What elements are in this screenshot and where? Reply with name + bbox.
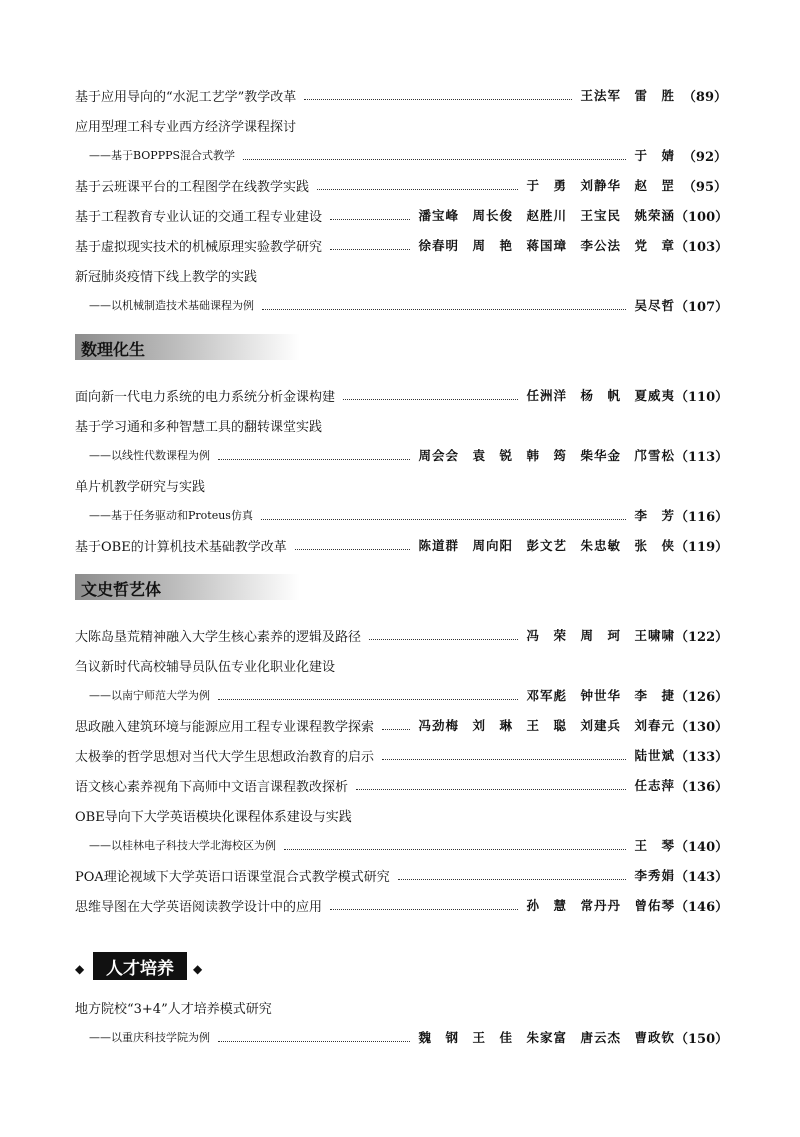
toc-entry-row [75, 380, 727, 410]
toc-entry-title: 思维导图在大学英语阅读教学设计中的应用 [75, 899, 323, 915]
toc-entry-row [75, 110, 727, 140]
toc-entry-row [75, 140, 727, 170]
toc-entry-page-number: （95） [682, 179, 727, 195]
toc-entry-page-number: （113） [675, 449, 729, 465]
dot-leader [295, 549, 411, 550]
dot-leader [398, 879, 627, 880]
toc-entry-title: 应用型理工科专业西方经济学课程探讨 [75, 119, 297, 135]
toc-entry-page-number: （92） [682, 149, 727, 165]
toc-entry[interactable] [75, 500, 727, 530]
dot-leader [330, 249, 410, 250]
toc-entry-subtitle: ——基于任务驱动和Proteus仿真 [89, 509, 253, 522]
toc-entry-row [75, 80, 727, 110]
toc-entry-page-number: （89） [682, 89, 727, 105]
section-header-label: 人才培养 [93, 952, 187, 980]
toc-entry[interactable] [75, 230, 727, 260]
toc-entry-page-number: （107） [675, 299, 729, 315]
toc-entry-title: 地方院校“3+4”人才培养模式研究 [75, 1001, 272, 1017]
toc-entry-page-number: （122） [675, 629, 729, 645]
toc-entry-page-number: （100） [675, 209, 729, 225]
toc-entry-subtitle: ——基于BOPPPS混合式教学 [89, 149, 236, 162]
dot-leader [343, 399, 518, 400]
toc-entry-subtitle: ——以桂林电子科技大学北海校区为例 [89, 839, 276, 852]
section-header-talent [75, 948, 727, 988]
toc-entry-page-number: （110） [675, 389, 729, 405]
toc-entry-row [75, 200, 727, 230]
toc-entry-authors: 李 芳 [634, 508, 675, 523]
dot-leader [218, 459, 410, 460]
table-of-contents [75, 80, 727, 1052]
dot-leader [382, 759, 626, 760]
dot-leader [284, 849, 626, 850]
dot-leader [262, 309, 626, 310]
dot-leader [382, 729, 410, 730]
toc-entry-authors: 王 琴 [634, 838, 675, 853]
dot-leader [356, 789, 626, 790]
toc-entry-row [75, 740, 727, 770]
toc-entry-row [75, 290, 727, 320]
toc-entry[interactable] [75, 290, 727, 320]
toc-entry-row [75, 410, 727, 440]
toc-entry-authors: 任洲洋 杨 帆 夏威夷 [526, 388, 675, 403]
dot-leader [369, 639, 518, 640]
toc-entry-authors: 魏 钢 王 佳 朱家富 唐云杰 曹政钦 [418, 1030, 675, 1045]
toc-entry-row [75, 260, 727, 290]
dot-leader [218, 699, 518, 700]
toc-entry[interactable] [75, 380, 727, 410]
toc-entry-authors: 王法军 雷 胜 [580, 88, 675, 103]
toc-entry[interactable] [75, 410, 727, 440]
toc-entry-authors: 吴尽哲 [634, 298, 675, 313]
toc-entry-authors: 孙 慧 常丹丹 曾佑琴 [526, 898, 675, 913]
toc-entry-row [75, 170, 727, 200]
toc-entry-page-number: （143） [675, 869, 729, 885]
toc-entry-page-number: （136） [675, 779, 729, 795]
toc-group-engineering [75, 80, 727, 320]
toc-entry-row [75, 800, 727, 830]
toc-entry-title: 刍议新时代高校辅导员队伍专业化职业化建设 [75, 659, 336, 675]
toc-entry[interactable] [75, 530, 727, 560]
toc-entry-page-number: （146） [675, 899, 729, 915]
toc-entry-row [75, 1022, 727, 1052]
toc-entry-row [75, 530, 727, 560]
toc-entry-row [75, 230, 727, 260]
toc-entry-page-number: （116） [675, 509, 729, 525]
section-header-label: 数理化生 [81, 340, 146, 359]
toc-entry-authors: 周会会 袁 锐 韩 筠 柴华金 邝雪松 [418, 448, 675, 463]
toc-entry-title: 基于工程教育专业认证的交通工程专业建设 [75, 209, 323, 225]
toc-group-math [75, 380, 727, 560]
toc-entry-subtitle: ——以南宁师范大学为例 [89, 689, 210, 702]
toc-entry-title: 基于OBE的计算机技术基础教学改革 [75, 539, 287, 555]
toc-entry-page-number: （119） [675, 539, 729, 555]
toc-entry-authors: 陆世斌 [634, 748, 675, 763]
toc-entry-title: 基于应用导向的“水泥工艺学”教学改革 [75, 89, 297, 105]
toc-entry-title: OBE导向下大学英语模块化课程体系建设与实践 [75, 809, 352, 825]
toc-entry-page-number: （130） [675, 719, 729, 735]
toc-entry-row [75, 830, 727, 860]
toc-entry-page-number: （133） [675, 749, 729, 765]
toc-entry[interactable] [75, 890, 727, 920]
toc-entry-title: 太极拳的哲学思想对当代大学生思想政治教育的启示 [75, 749, 375, 765]
toc-entry-authors: 任志萍 [634, 778, 675, 793]
toc-entry[interactable] [75, 620, 727, 650]
toc-entry-row [75, 620, 727, 650]
dot-leader [243, 159, 626, 160]
toc-entry-authors: 冯劲梅 刘 琳 王 聪 刘建兵 刘春元 [418, 718, 675, 733]
section-header-label: 文史哲艺体 [81, 580, 162, 599]
toc-entry-title: 基于虚拟现实技术的机械原理实验教学研究 [75, 239, 323, 255]
toc-entry-subtitle: ——以线性代数课程为例 [89, 449, 210, 462]
toc-entry-row [75, 992, 727, 1022]
toc-entry-title: 思政融入建筑环境与能源应用工程专业课程教学探索 [75, 719, 375, 735]
section-header-math [75, 334, 727, 362]
toc-entry-row [75, 440, 727, 470]
toc-entry[interactable] [75, 992, 727, 1022]
toc-entry-authors: 于 勇 刘静华 赵 罡 [526, 178, 675, 193]
dot-leader [218, 1041, 410, 1042]
toc-entry-page-number: （140） [675, 839, 729, 855]
toc-entry-title: 基于学习通和多种智慧工具的翻转课堂实践 [75, 419, 323, 435]
toc-entry-authors: 陈道群 周向阳 彭文艺 朱忠敏 张 侠 [418, 538, 675, 553]
diamond-icon: ◆ [193, 962, 203, 976]
diamond-icon: ◆ [75, 962, 85, 976]
toc-entry-row [75, 680, 727, 710]
toc-entry-page-number: （150） [675, 1031, 729, 1047]
section-header-humanities [75, 574, 727, 602]
toc-entry[interactable] [75, 770, 727, 800]
dot-leader [330, 219, 410, 220]
toc-entry-subtitle: ——以机械制造技术基础课程为例 [89, 299, 254, 312]
toc-entry-title: POA理论视域下大学英语口语课堂混合式教学模式研究 [75, 869, 390, 885]
dot-leader [304, 99, 572, 100]
toc-entry-title: 基于云班课平台的工程图学在线教学实践 [75, 179, 310, 195]
toc-entry[interactable] [75, 650, 727, 680]
toc-entry[interactable] [75, 860, 727, 890]
dot-leader [330, 909, 518, 910]
toc-entry[interactable] [75, 260, 727, 290]
dot-leader [261, 519, 627, 520]
toc-entry-row [75, 500, 727, 530]
toc-entry-page-number: （126） [675, 689, 729, 705]
toc-entry-authors: 徐春明 周 艳 蒋国璋 李公法 党 章 [418, 238, 675, 253]
toc-entry[interactable] [75, 110, 727, 140]
toc-group-humanities [75, 620, 727, 920]
toc-entry-row [75, 710, 727, 740]
dot-leader [317, 189, 518, 190]
toc-entry[interactable] [75, 200, 727, 230]
toc-entry-title: 大陈岛垦荒精神融入大学生核心素养的逻辑及路径 [75, 629, 362, 645]
toc-group-talent [75, 992, 727, 1052]
toc-entry[interactable] [75, 440, 727, 470]
toc-entry-authors: 潘宝峰 周长俊 赵胜川 王宝民 姚荣涵 [418, 208, 675, 223]
toc-entry-page-number: （103） [675, 239, 729, 255]
toc-entry-row [75, 890, 727, 920]
toc-entry-row [75, 770, 727, 800]
toc-entry-authors: 李秀娟 [634, 868, 675, 883]
toc-entry-title: 新冠肺炎疫情下线上教学的实践 [75, 269, 258, 285]
toc-entry-row [75, 650, 727, 680]
toc-entry[interactable] [75, 470, 727, 500]
toc-entry-authors: 邓军彪 钟世华 李 捷 [526, 688, 675, 703]
toc-entry-authors: 冯 荣 周 珂 王啸啸 [526, 628, 675, 643]
toc-entry[interactable] [75, 740, 727, 770]
toc-entry[interactable] [75, 710, 727, 740]
toc-entry-row [75, 470, 727, 500]
toc-entry[interactable] [75, 140, 727, 170]
toc-entry-title: 面向新一代电力系统的电力系统分析金课构建 [75, 389, 336, 405]
toc-entry[interactable] [75, 680, 727, 710]
toc-entry[interactable] [75, 170, 727, 200]
toc-entry-title: 语文核心素养视角下高师中文语言课程教改探析 [75, 779, 349, 795]
toc-entry-authors: 于 婧 [634, 148, 675, 163]
toc-entry-subtitle: ——以重庆科技学院为例 [89, 1031, 210, 1044]
toc-entry[interactable] [75, 800, 727, 830]
toc-entry-title: 单片机教学研究与实践 [75, 479, 206, 495]
toc-entry-row [75, 860, 727, 890]
toc-entry[interactable] [75, 830, 727, 860]
toc-entry[interactable] [75, 80, 727, 110]
toc-entry[interactable] [75, 1022, 727, 1052]
